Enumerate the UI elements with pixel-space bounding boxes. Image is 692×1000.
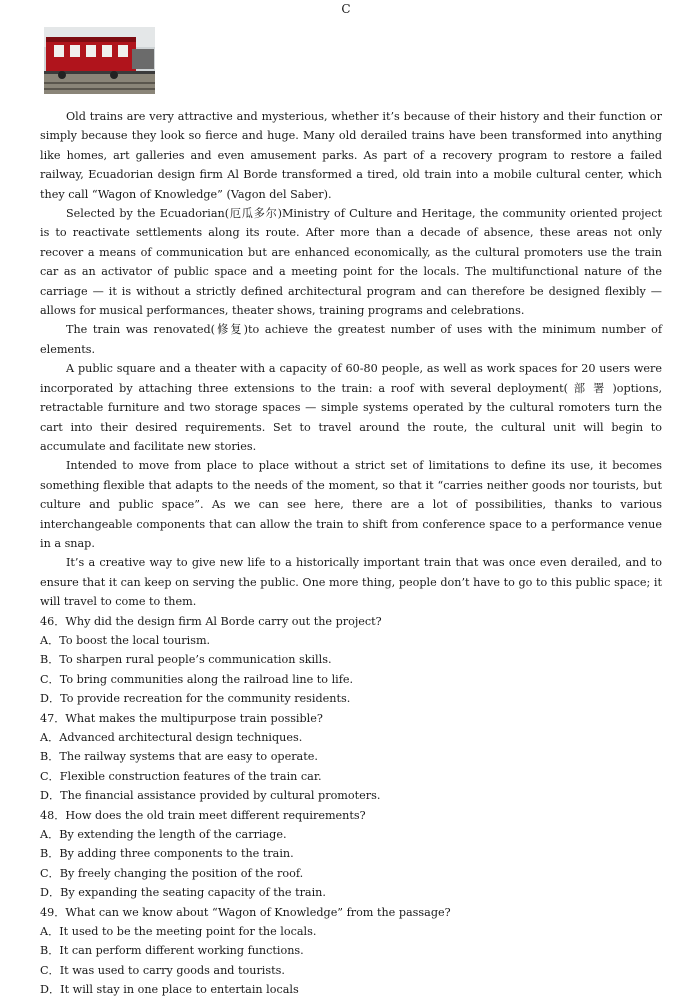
question-49 xyxy=(40,903,662,1000)
option-a: A．Advanced architectural design techniques. xyxy=(40,731,303,744)
train-photo xyxy=(44,27,155,94)
option-b: B．It can perform different working functions. xyxy=(40,944,304,958)
question-stem: 47．What makes the multipurpose train possible? xyxy=(40,711,323,725)
question-stem: 48．How does the old train meet different requirements? xyxy=(40,808,366,822)
paragraph-5: Intended to move from place to place without a strict set of limitations to define its use, it becomes something flexible that adapts to the needs of the moment, so that it “carries neither goods nor tourists, but culture and public space”. As we can see here, there are a lot of possibilities, thanks to various interchangeable components that can allow the train to shift from conference space to a performance venue in a snap. xyxy=(40,459,662,550)
option-a: A．It used to be the meeting point for the locals. xyxy=(40,925,317,939)
option-a: A．By extending the length of the carriage. xyxy=(40,828,287,842)
option-c: C．It was used to carry goods and tourists. xyxy=(40,963,285,977)
question-48 xyxy=(40,806,662,903)
option-c: C．By freely changing the position of the roof. xyxy=(40,866,304,880)
paragraph-6: It’s a creative way to give new life to a historically important train that was once even derailed, and to ensure that it can keep on serving the public. One more thing, people don’t have to go to this public space; it will travel to come to them. xyxy=(40,556,662,609)
option-b: B．By adding three components to the train. xyxy=(40,847,294,861)
paragraph-1: Old trains are very attractive and mysterious, whether it’s because of their history and their function or simply because they look so fierce and huge. Many old derailed trains have been transformed into anything like homes, art galleries and even amusement parks. As part of a recovery program to restore a failed railway, Ecuadorian design firm Al Borde transformed a tired, old train into a mobile cultural center, which they call “Wagon of Knowledge” (Vagon del Saber). xyxy=(40,110,662,201)
question-stem: 49．What can we know about “Wagon of Knowledge” from the passage? xyxy=(40,905,451,919)
option-d: D．To provide recreation for the community residents. xyxy=(40,692,351,706)
option-b: B．To sharpen rural people’s communication skills. xyxy=(40,653,332,667)
question-47 xyxy=(40,709,662,806)
reading-passage xyxy=(40,107,662,1000)
paragraph-3: The train was renovated(修复)to achieve the greatest number of uses with the minimum number of elements. xyxy=(40,323,662,356)
paragraph-4: A public square and a theater with a capacity of 60-80 people, as well as work spaces for 20 users were incorporated by attaching three extensions to the train: a roof with several deployment( 部 署 )options, retractable furniture and two storage spaces — simple systems operated by the cultural romoters turn the cart into their desired requirements. Set to travel around the route, the cultural unit will begin to accumulate and facilitate new stories. xyxy=(40,362,662,453)
section-letter: C xyxy=(341,2,351,16)
option-c: C．Flexible construction features of the train car. xyxy=(40,769,322,783)
option-d: D．By expanding the seating capacity of the train. xyxy=(40,886,326,900)
question-46 xyxy=(40,612,662,709)
option-c: C．To bring communities along the railroad line to life. xyxy=(40,672,354,686)
option-d: D．The financial assistance provided by cultural promoters. xyxy=(40,789,381,803)
question-stem: 46．Why did the design firm Al Borde carry out the project? xyxy=(40,614,382,628)
option-b: B．The railway systems that are easy to operate. xyxy=(40,750,318,764)
paragraph-2: Selected by the Ecuadorian(厄瓜多尔)Ministry of Culture and Heritage, the community oriented project is to reactivate settlements along its route. After more than a decade of absence, these areas not only recover a means of communication but are enhanced economically, as the cultural promoters use the train car as an activator of public space and a meeting point for the locals. The multifunctional nature of the carriage — it is without a strictly defined architectural program and can therefore be designed flexibly — allows for musical performances, theater shows, training programs and celebrations. xyxy=(40,207,662,318)
option-d: D．It will stay in one place to entertain locals xyxy=(40,983,299,997)
option-a: A．To boost the local tourism. xyxy=(40,633,211,647)
